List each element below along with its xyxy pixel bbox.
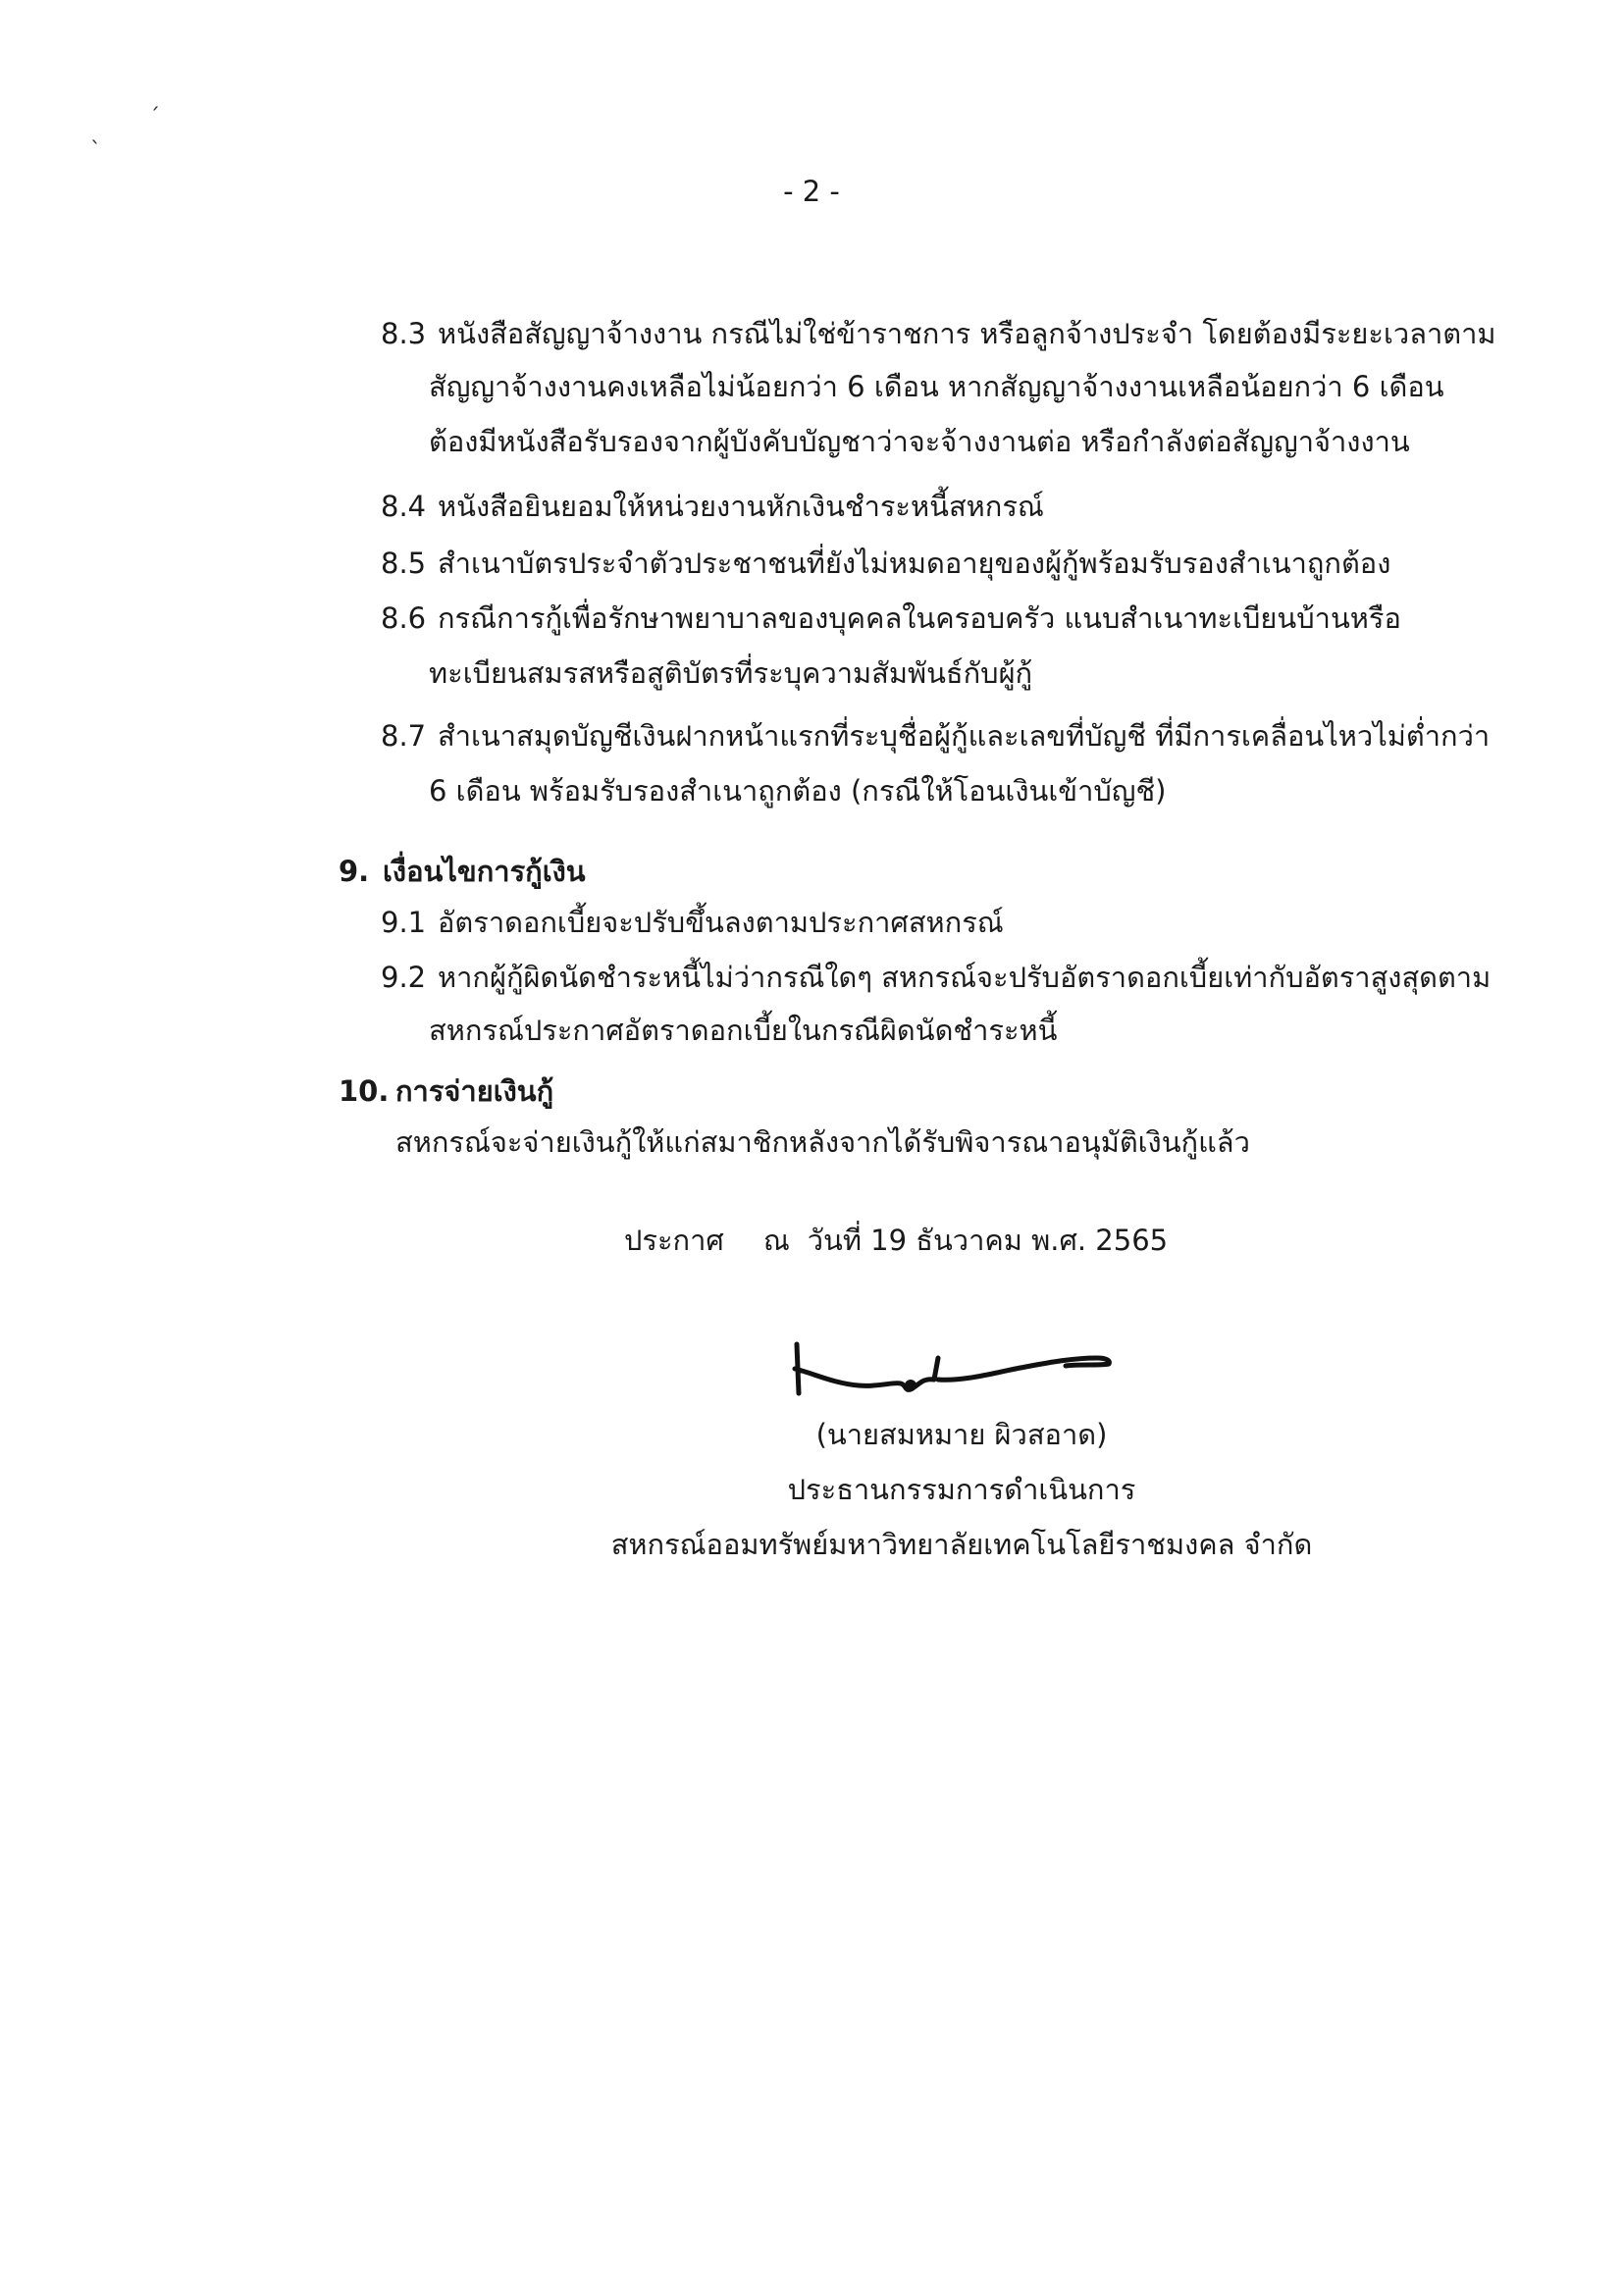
section-10-text: สหกรณ์จะจ่ายเงินกู้ให้แก่สมาชิกหลังจากได้รับพิจารณาอนุมัติเงินกู้แล้ว [395,1125,1250,1159]
announcement-at: ณ [762,1224,790,1257]
item-8-3-continuation: ต้องมีหนังสือรับรองจากผู้บังคับบัญชาว่าจะจ้างงานต่อ หรือกำลังต่อสัญญาจ้างงาน [429,425,1410,458]
item-8-3 [381,312,1495,355]
item-8-3-continuation: สัญญาจ้างงานคงเหลือไม่น้อยกว่า 6 เดือน หากสัญญาจ้างงานเหลือน้อยกว่า 6 เดือน [429,370,1444,403]
item-text: อัตราดอกเบี้ยจะปรับขึ้นลงตามประกาศสหกรณ์ [438,906,1004,939]
signatory-name: (นายสมหมาย ผิวสอาด) [815,1418,1108,1451]
item-8-5 [381,542,1390,585]
item-8-7-continuation: 6 เดือน พร้อมรับรองสำเนาถูกต้อง (กรณีให้โอนเงินเข้าบัญชี) [429,774,1167,808]
item-9-1 [381,901,1004,944]
announcement-date: วันที่ 19 ธันวาคม พ.ศ. 2565 [807,1224,1169,1257]
item-text: สำเนาสมุดบัญชีเงินฝากหน้าแรกที่ระบุชื่อผู้กู้และเลขที่บัญชี ที่มีการเคลื่อนไหวไม่ต่ำกว่า [438,719,1491,753]
item-8-4 [381,485,1044,528]
section-number: 10. [339,1074,390,1108]
scan-mark: ˏ [149,86,160,111]
item-text: หากผู้กู้ผิดนัดชำระหนี้ไม่ว่ากรณีใดๆ สหกรณ์จะปรับอัตราดอกเบี้ยเท่ากับอัตราสูงสุดตาม [438,961,1492,994]
item-number: 8.5 [381,547,427,580]
item-number: 8.4 [381,490,427,523]
section-number: 9. [339,855,370,888]
page-number: - 2 - [783,175,840,208]
section-title: เงื่อนไขการกู้เงิน [383,855,586,888]
item-number: 9.1 [381,906,427,939]
item-number: 8.7 [381,719,427,753]
item-text: หนังสือยินยอมให้หน่วยงานหักเงินชำระหนี้สหกรณ์ [438,490,1044,523]
item-text: หนังสือสัญญาจ้างงาน กรณีไม่ใช่ข้าราชการ หรือลูกจ้างประจำ โดยต้องมีระยะเวลาตาม [438,317,1496,350]
scan-mark: ˎ [90,120,101,144]
item-8-6-continuation: ทะเบียนสมรสหรือสูติบัตรที่ระบุความสัมพันธ์กับผู้กู้ [429,656,1033,690]
item-9-2 [381,956,1491,999]
section-title: การจ่ายเงินกู้ [395,1074,554,1108]
item-number: 8.6 [381,601,427,635]
signature [785,1325,1138,1413]
item-8-7 [381,714,1490,757]
item-number: 8.3 [381,317,427,350]
item-9-2-continuation: สหกรณ์ประกาศอัตราดอกเบี้ยในกรณีผิดนัดชำระหนี้ [429,1014,1058,1047]
item-8-6 [381,597,1401,640]
item-text: กรณีการกู้เพื่อรักษาพยาบาลของบุคคลในครอบครัว แนบสำเนาทะเบียนบ้านหรือ [438,601,1401,635]
signatory-position: ประธานกรรมการดำเนินการ [787,1473,1136,1506]
signature-icon [785,1325,1138,1413]
signatory-organization: สหกรณ์ออมทรัพย์มหาวิทยาลัยเทคโนโลยีราชมงคล จำกัด [610,1528,1313,1561]
announcement-prefix: ประกาศ [624,1224,724,1257]
item-number: 9.2 [381,961,427,994]
section-heading-9 [339,850,586,893]
announcement-date-line [624,1219,1168,1262]
section-heading-10 [339,1070,553,1113]
item-text: สำเนาบัตรประจำตัวประชาชนที่ยังไม่หมดอายุของผู้กู้พร้อมรับรองสำเนาถูกต้อง [438,547,1391,580]
